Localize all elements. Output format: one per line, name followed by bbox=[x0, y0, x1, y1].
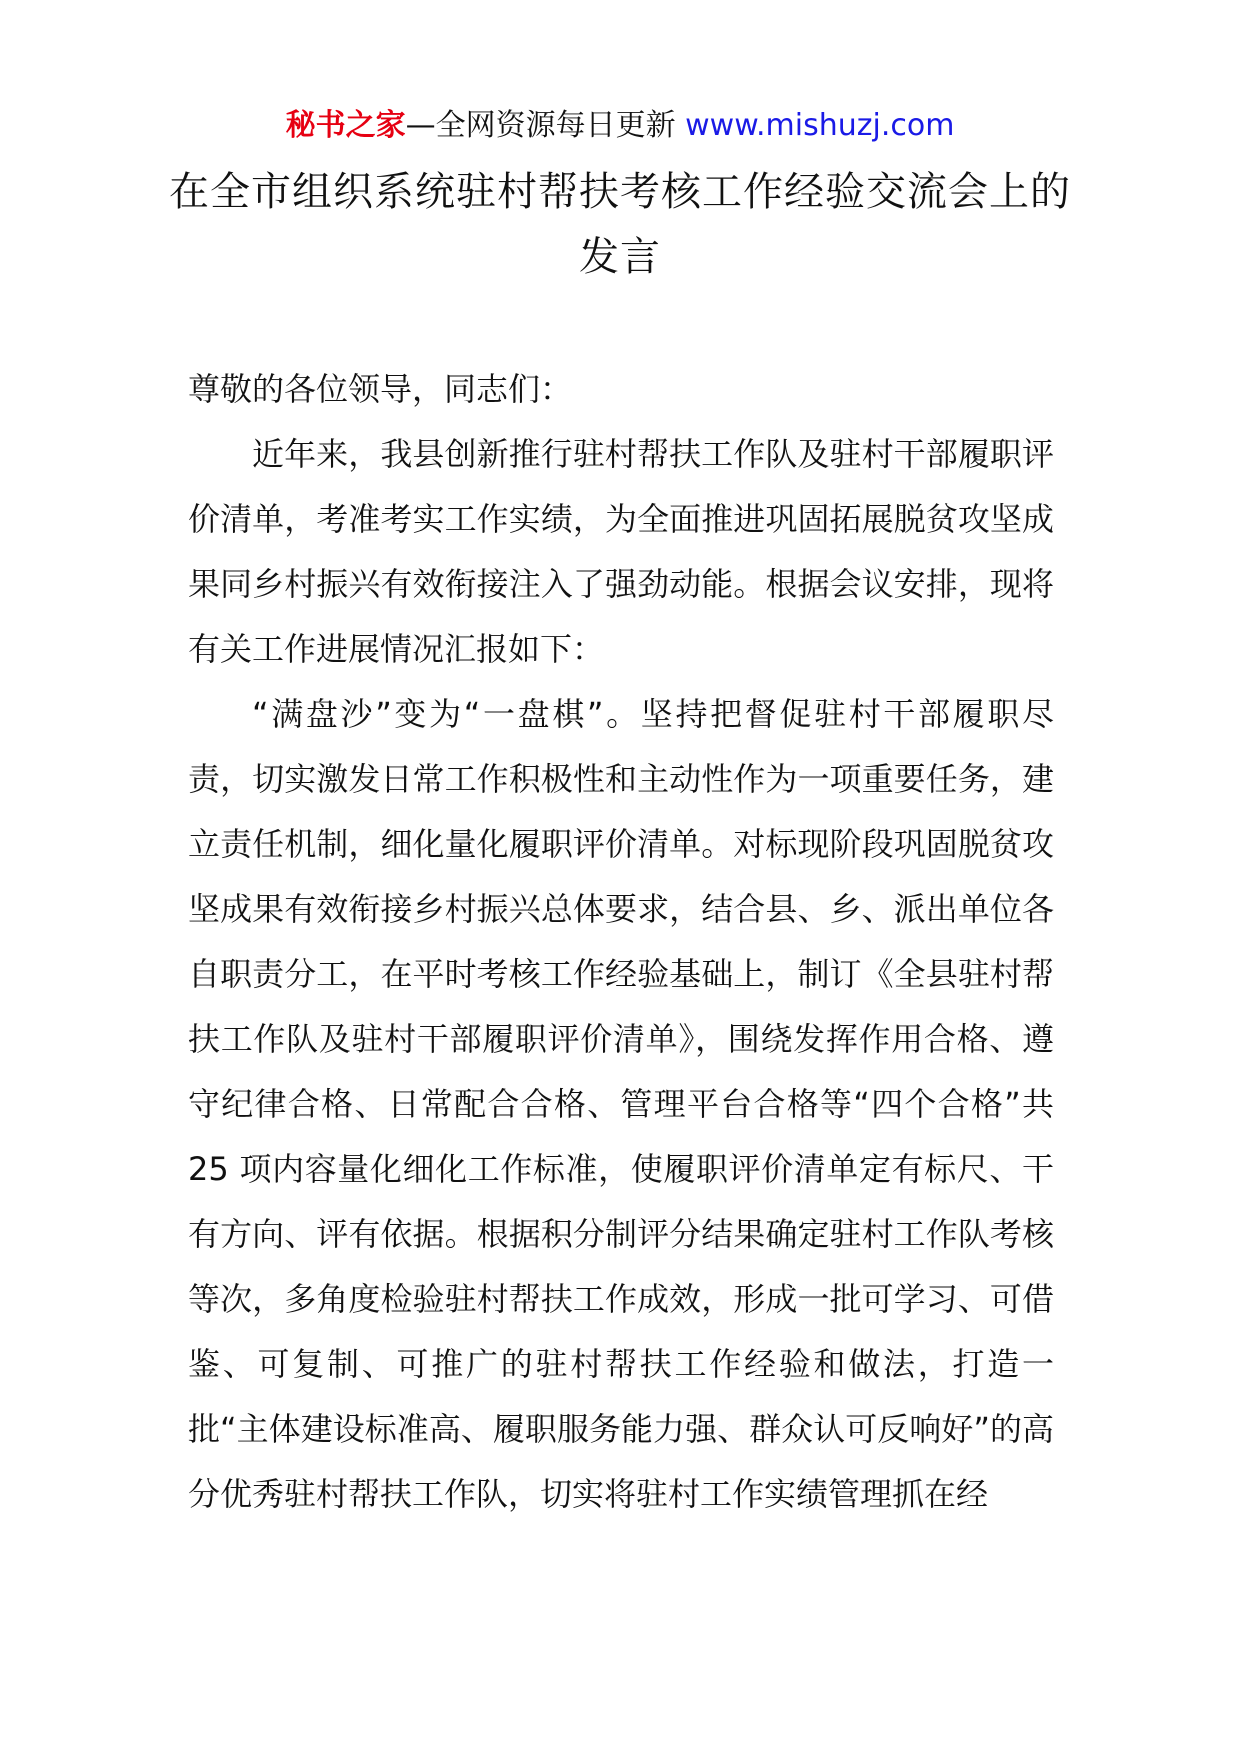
website-link[interactable]: www.mishuzj.com bbox=[685, 108, 955, 143]
brand-name: 秘书之家 bbox=[285, 108, 406, 143]
document-body bbox=[188, 357, 1054, 1527]
paragraph-section-1: “满盘沙”变为“一盘棋”。坚持把督促驻村干部履职尽责，切实激发日常工作积极性和主动性作为一项重要任务，建立责任机制，细化量化履职评价清单。对标现阶段巩固脱贫攻坚成果有效衔接乡村振兴总体要求，结合县、乡、派出单位各自职责分工，在平时考核工作经验基础上，制订《全县驻村帮扶工作队及驻村干部履职评价清单》，围绕发挥作用合格、遵守纪律合格、日常配合合格、管理平台合格等“四个合格”共 25 项内容量化细化工作标准，使履职评价清单定有标尺、干有方向、评有依据。根据积分制评分结果确定驻村工作队考核等次，多角度检验驻村帮扶工作成效，形成一批可学习、可借鉴、可复制、可推广的驻村帮扶工作经验和做法，打造一批“主体建设标准高、履职服务能力强、群众认可反响好”的高分优秀驻村帮扶工作队，切实将驻村工作实绩管理抓在经 bbox=[188, 695, 1054, 1513]
header-slogan: —全网资源每日更新 bbox=[405, 108, 686, 143]
document-title: 在全市组织系统驻村帮扶考核工作经验交流会上的发言 bbox=[169, 169, 1071, 280]
site-header bbox=[0, 104, 1240, 148]
salutation: 尊敬的各位领导，同志们： bbox=[188, 370, 573, 408]
paragraph-intro: 近年来，我县创新推行驻村帮扶工作队及驻村干部履职评价清单，考准考实工作实绩，为全面推进巩固拓展脱贫攻坚成果同乡村振兴有效衔接注入了强劲动能。根据会议安排，现将有关工作进展情况汇报如下： bbox=[188, 435, 1054, 668]
